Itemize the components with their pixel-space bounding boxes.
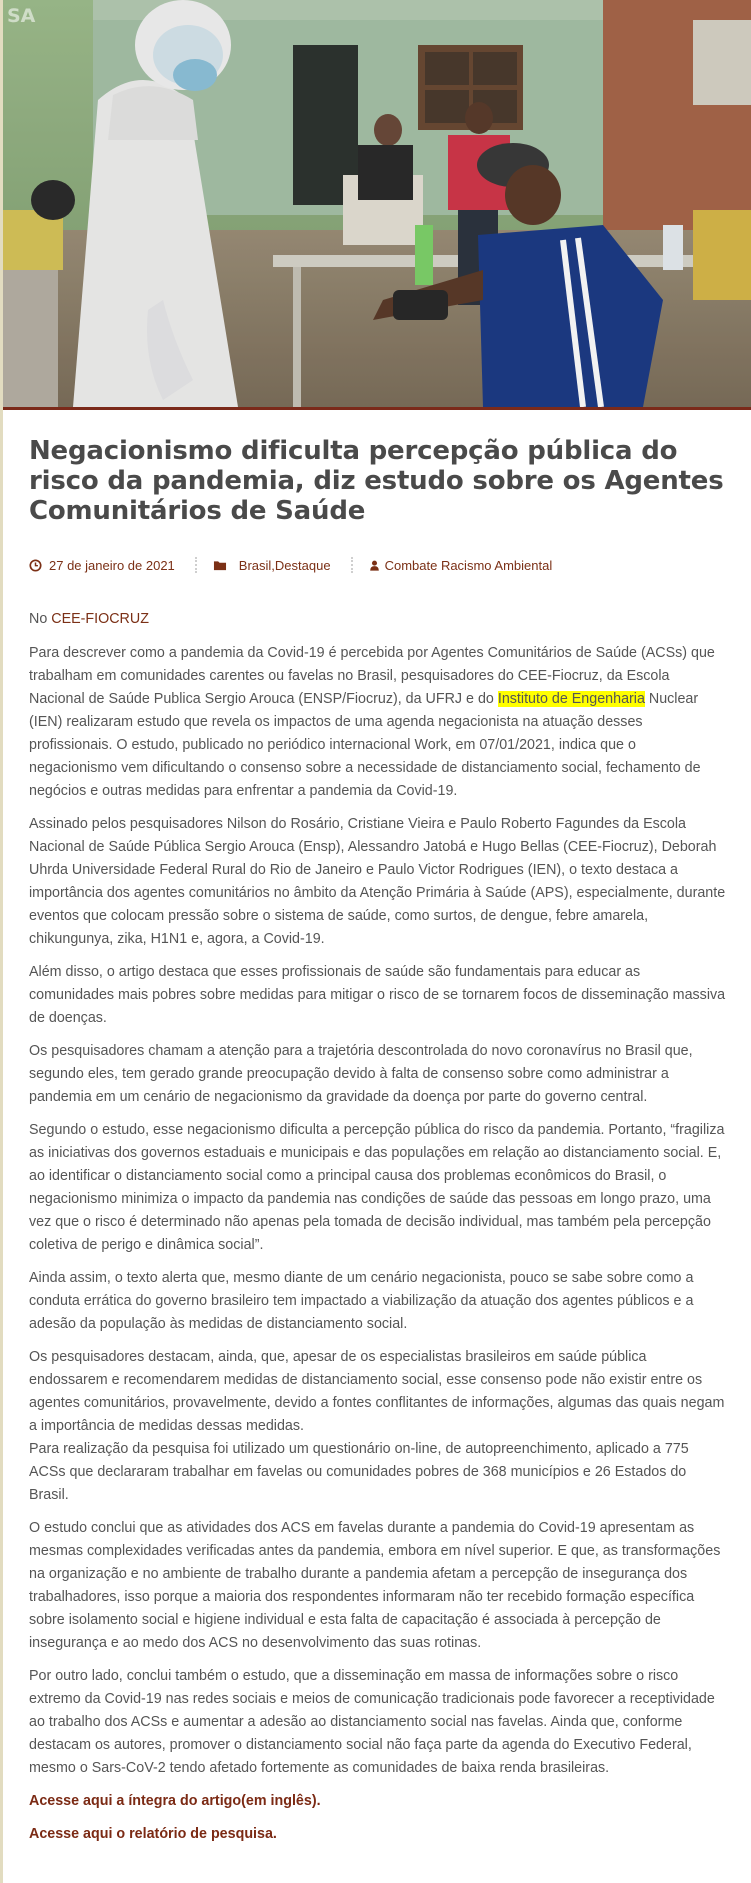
paragraph-1-start: Para descrever como a pandemia da Covid-19 é percebida por Agentes Comunitários de Saúde (ACSs) que trabalham em comunidades carentes ou favelas no Brasil, pesquisadores do CEE-Fiocruz, da Escola Nacional de Saúde Publica Sergio Arouca (ENSP/Fiocruz), da UFRJ e do	[29, 645, 715, 707]
paragraph-3: Além disso, o artigo destaca que esses profissionais de saúde são fundamentais para educar as comunidades mais pobres sobre medidas para mitigar o risco de se tornarem focos de disseminação massiva de doenças.	[29, 964, 726, 1026]
hero-image	[3, 0, 751, 407]
article-body	[29, 608, 727, 1846]
author-link[interactable]: Combate Racismo Ambiental	[384, 557, 553, 573]
paragraph-4: Os pesquisadores chamam a atenção para a trajetória descontrolada do novo coronavírus no Brasil que, segundo eles, tem gerado grande preocupação devido à falta de consenso sobre como administrar a pandemia em um cenário de negacionismo da gravidade da doença por parte do governo central.	[29, 1043, 693, 1105]
report-link-line	[29, 1823, 727, 1846]
paragraph-7	[29, 1346, 727, 1507]
meta-separator	[195, 557, 197, 573]
article-title: Negacionismo dificulta percepção pública do risco da pandemia, diz estudo sobre os Agentes Comunitários de Saúde	[29, 436, 724, 526]
paragraph-2: Assinado pelos pesquisadores Nilson do Rosário, Cristiane Vieira e Paulo Roberto Fagundes da Escola Nacional de Saúde Pública Sergio Arouca (Ensp), Alessandro Jatobá e Hugo Bellas (CEE-Fiocruz), Deborah Uhrda Universidade Federal Rural do Rio de Janeiro e Paulo Victor Rodrigues (IEN), o texto destaca a importância dos agentes comunitários no âmbito da Atenção Primária à Saúde (APS), especialmente, durante eventos que colocam pressão sobre o sistema de saúde, como surtos, de dengue, febre amarela, chikungunya, zika, H1N1 e, agora, a Covid-19.	[29, 816, 726, 947]
category-separator: ,	[271, 557, 275, 573]
meta-date[interactable]	[29, 558, 175, 573]
paragraph-5: Segundo o estudo, esse negacionismo dificulta a percepção pública do risco da pandemia. Portanto, “fragiliza as iniciativas dos governos estaduais e municipais e das populações em relação ao distanciamento social. E, ao identificar o distanciamento social como a principal causa dos problemas econômicos do Brasil, o negacionismo minimiza o impacto da pandemia nas condições de saúde das pessoas em longo prazo, uma vez que o risco é determinado não apenas pela tomada de decisão individual, mas também pela percepção coletiva de perigo e dinâmica social”.	[29, 1122, 725, 1253]
meta-categories	[213, 558, 331, 573]
article-link-line	[29, 1790, 727, 1813]
user-icon	[369, 559, 380, 572]
source-line	[29, 608, 727, 631]
research-report-link[interactable]: Acesse aqui o relatório de pesquisa.	[29, 1826, 277, 1842]
folder-icon	[213, 559, 227, 572]
paragraph-1	[29, 642, 727, 803]
post-meta	[29, 554, 727, 576]
source-link[interactable]: CEE-FIOCRUZ	[51, 611, 149, 627]
paragraph-7-part-1: Os pesquisadores destacam, ainda, que, apesar de os especialistas brasileiros em saúde pública endossarem e recomendarem medidas de distanciamento social, esse consenso pode não existir entre os agentes comunitários, provavelmente, devido a fontes conflitantes de informações, algumas das quais negam a importância de medidas dessas medidas.	[29, 1349, 725, 1434]
paragraph-1-end: Nuclear (IEN) realizaram estudo que revela os impactos de uma agenda negacionista na atuação desses profissionais. O estudo, publicado no periódico internacional Work, em 07/01/2021, indica que o negacionismo vem dificultando o consenso sobre a necessidade de distanciamento social, fechamento de negócios e outras medidas para enfrentar a pandemia da Covid-19.	[29, 691, 701, 799]
meta-author	[369, 558, 553, 573]
article	[29, 410, 727, 1856]
watermark-text: SA	[7, 5, 36, 27]
paragraph-9: Por outro lado, conclui também o estudo, que a disseminação em massa de informações sobre o risco extremo da Covid-19 nas redes sociais e meios de comunicação tradicionais pode favorecer a receptividade ao trabalho dos ACSs e aumentar a adesão ao distanciamento social nas favelas. Ainda que, conforme destacam os autores, promover o distanciamento social não faça parte da agenda do Executivo Federal, mesmo o Sars-CoV-2 tendo afetado fortemente as comunidades de baixa renda brasileiras.	[29, 1668, 715, 1776]
highlighted-text: Instituto de Engenharia	[497, 691, 645, 707]
source-prefix: No	[29, 611, 52, 627]
paragraph-7-part-2: Para realização da pesquisa foi utilizado um questionário on-line, de autopreenchimento, aplicado a 775 ACSs que declararam trabalhar em favelas ou comunidades pobres de 368 municípios e 26 Estados do Brasil.	[29, 1441, 689, 1503]
clock-icon	[29, 559, 42, 572]
paragraph-8: O estudo conclui que as atividades dos ACS em favelas durante a pandemia do Covid-19 apresentam as mesmas complexidades verificadas antes da pandemia, embora em nível superior. E que, as transformações na organização e no ambiente de trabalho durante a pandemia afetam a percepção de insegurança dos trabalhadores, isso porque a maioria dos respondentes informaram não ter recebido formação específica sobre isolamento social e higiene individual e esta falta de capacitação é associada à percepção de insegurança e ao medo dos ACS no desenvolvimento das suas rotinas.	[29, 1520, 721, 1651]
date-link[interactable]: 27 de janeiro de 2021	[49, 557, 175, 573]
category-brasil-link[interactable]: Brasil	[238, 557, 272, 573]
category-destaque-link[interactable]: Destaque	[274, 557, 331, 573]
meta-separator	[351, 557, 353, 573]
paragraph-6: Ainda assim, o texto alerta que, mesmo diante de um cenário negacionista, pouco se sabe sobre como a conduta errática do governo brasileiro tem impactado a viabilização da atuação dos agentes públicos e a adesão da população às medidas de distanciamento social.	[29, 1270, 694, 1332]
full-article-link[interactable]: Acesse aqui a íntegra do artigo(em inglês).	[29, 1793, 321, 1809]
